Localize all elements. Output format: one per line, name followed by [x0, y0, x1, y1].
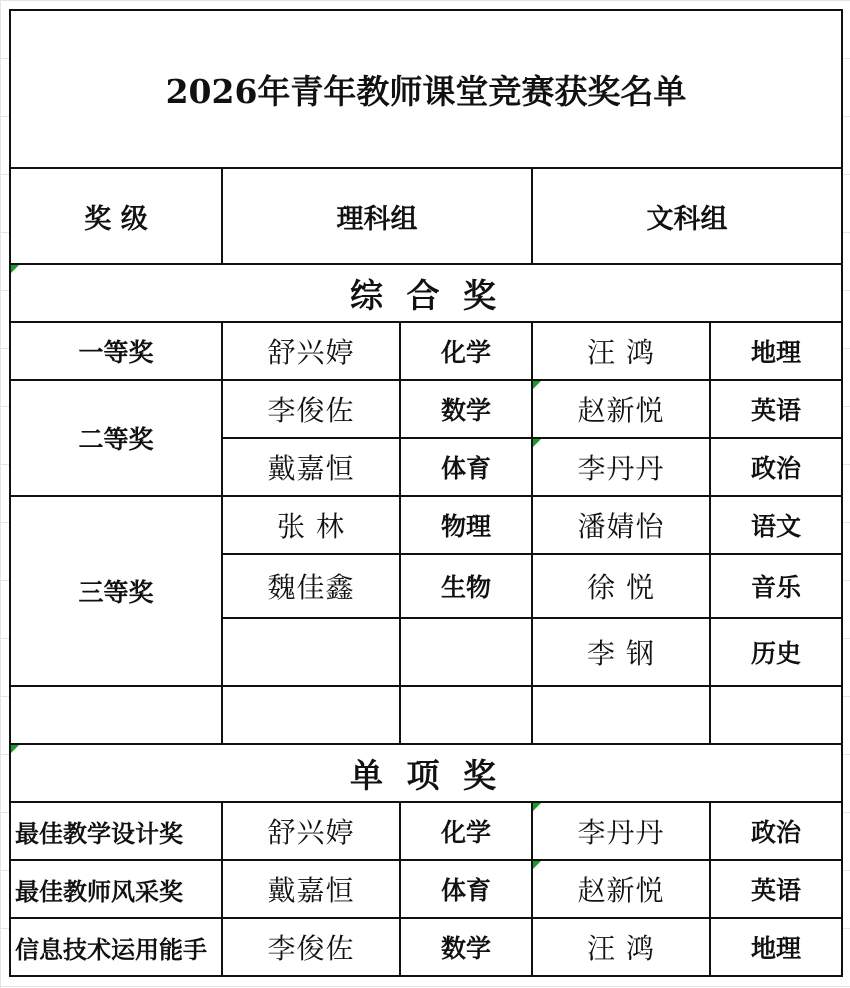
arts-name[interactable]: 汪 鸿	[532, 322, 710, 380]
arts-name[interactable]: 赵新悦	[532, 860, 710, 918]
science-name[interactable]: 李俊佐	[222, 380, 400, 438]
science-name[interactable]: 李俊佐	[222, 918, 400, 976]
arts-name[interactable]: 赵新悦	[532, 380, 710, 438]
arts-name[interactable]: 汪 鸿	[532, 918, 710, 976]
header-level[interactable]: 奖 级	[10, 168, 222, 264]
empty-cell[interactable]	[400, 686, 532, 744]
header-science[interactable]: 理科组	[222, 168, 532, 264]
table-row	[10, 802, 842, 860]
science-subject[interactable]: 生物	[400, 554, 532, 618]
empty-cell[interactable]	[10, 686, 222, 744]
section-comprehensive[interactable]: 综 合 奖	[10, 264, 842, 322]
arts-subject[interactable]: 地理	[710, 322, 842, 380]
science-name[interactable]: 舒兴婷	[222, 322, 400, 380]
arts-name[interactable]: 徐 悦	[532, 554, 710, 618]
award-name[interactable]: 最佳教师风采奖	[10, 860, 222, 918]
arts-subject[interactable]: 英语	[710, 860, 842, 918]
science-name[interactable]: 舒兴婷	[222, 802, 400, 860]
arts-subject[interactable]: 地理	[710, 918, 842, 976]
science-subject[interactable]: 体育	[400, 860, 532, 918]
arts-subject[interactable]: 音乐	[710, 554, 842, 618]
arts-name[interactable]: 李 钢	[532, 618, 710, 686]
page-title[interactable]: 2026年青年教师课堂竞赛获奖名单	[10, 10, 842, 168]
science-subject[interactable]: 数学	[400, 380, 532, 438]
header-arts[interactable]: 文科组	[532, 168, 842, 264]
arts-subject[interactable]: 政治	[710, 438, 842, 496]
section-individual[interactable]: 单 项 奖	[10, 744, 842, 802]
arts-subject[interactable]: 语文	[710, 496, 842, 554]
level-third[interactable]: 三等奖	[10, 496, 222, 686]
arts-subject[interactable]: 英语	[710, 380, 842, 438]
table-row	[10, 918, 842, 976]
science-name[interactable]: 戴嘉恒	[222, 438, 400, 496]
science-subject[interactable]: 数学	[400, 918, 532, 976]
empty-row	[10, 686, 842, 744]
empty-cell[interactable]	[532, 686, 710, 744]
award-name[interactable]: 信息技术运用能手	[10, 918, 222, 976]
table-row	[10, 860, 842, 918]
arts-name[interactable]: 李丹丹	[532, 438, 710, 496]
science-subject[interactable]: 物理	[400, 496, 532, 554]
science-name[interactable]: 张 林	[222, 496, 400, 554]
empty-cell[interactable]	[710, 686, 842, 744]
level-second[interactable]: 二等奖	[10, 380, 222, 496]
science-name[interactable]: 魏佳鑫	[222, 554, 400, 618]
award-name[interactable]: 最佳教学设计奖	[10, 802, 222, 860]
table-row	[10, 322, 842, 380]
arts-subject[interactable]: 政治	[710, 802, 842, 860]
table-row	[10, 496, 842, 554]
arts-name[interactable]: 潘婧怡	[532, 496, 710, 554]
science-subject[interactable]: 体育	[400, 438, 532, 496]
award-table	[9, 9, 843, 977]
table-row	[10, 380, 842, 438]
level-first[interactable]: 一等奖	[10, 322, 222, 380]
science-subject[interactable]	[400, 618, 532, 686]
science-name[interactable]: 戴嘉恒	[222, 860, 400, 918]
arts-name[interactable]: 李丹丹	[532, 802, 710, 860]
science-subject[interactable]: 化学	[400, 322, 532, 380]
empty-cell[interactable]	[222, 686, 400, 744]
science-subject[interactable]: 化学	[400, 802, 532, 860]
science-name[interactable]	[222, 618, 400, 686]
arts-subject[interactable]: 历史	[710, 618, 842, 686]
